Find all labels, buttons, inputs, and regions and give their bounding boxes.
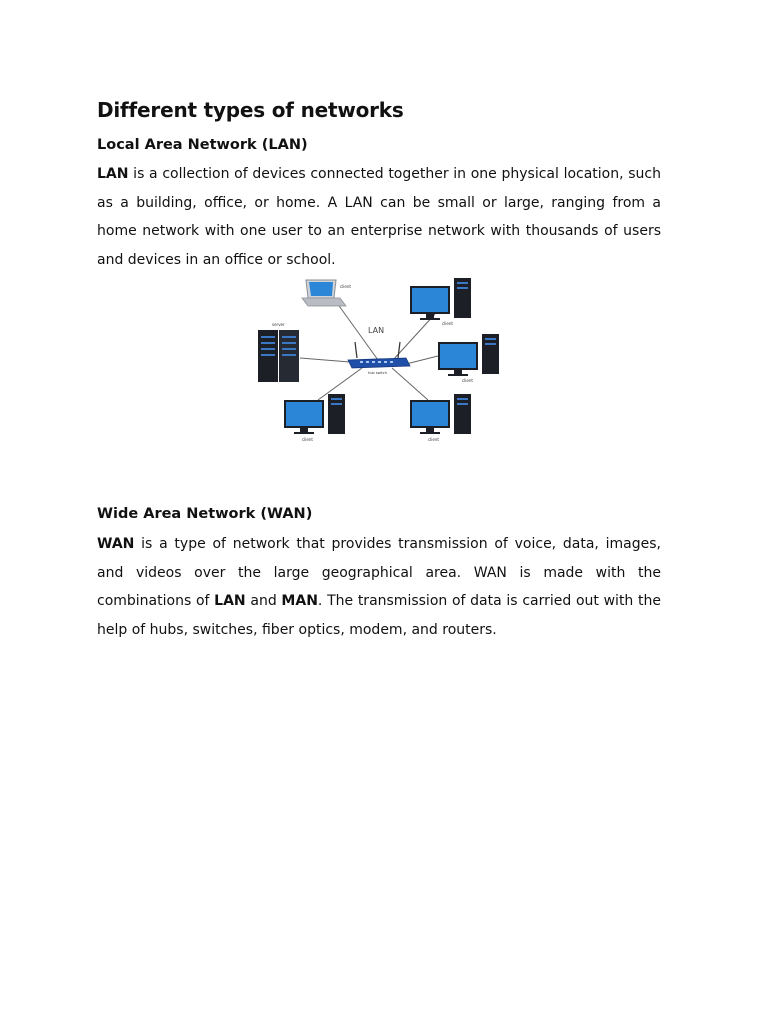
desktop-bottom-left-label: client — [302, 437, 313, 442]
wan-term-lan: LAN — [214, 593, 246, 609]
server-label: server — [272, 322, 285, 327]
wan-term-man: MAN — [281, 593, 318, 609]
lan-paragraph — [97, 160, 661, 274]
desktop-mid-right-icon — [438, 334, 499, 376]
server-icon — [258, 330, 299, 382]
switch-label: hub switch — [368, 371, 387, 375]
link-server — [300, 358, 350, 362]
wan-paragraph — [97, 530, 661, 644]
wan-body-text-3: . The transmission of data is carried out with the help of hubs, switches, fiber optics, modem, and routers. — [97, 593, 661, 638]
desktop-mid-right-label: client — [462, 378, 473, 383]
lan-heading: Local Area Network (LAN) — [97, 137, 308, 153]
desktop-bottom-left-icon — [284, 394, 345, 434]
wan-heading: Wide Area Network (WAN) — [97, 506, 313, 522]
center-label: LAN — [368, 326, 385, 335]
switch-icon — [348, 342, 410, 368]
desktop-top-right-icon — [410, 278, 471, 320]
lan-lead-term: LAN — [97, 166, 129, 182]
laptop-label: client — [340, 284, 351, 289]
page-title: Different types of networks — [97, 98, 404, 122]
wan-body-text-1: is a type of network that provides transmission of voice, data, images, and videos over the large geographical area. WAN is made with the combinations of — [97, 536, 661, 609]
desktop-top-right-label: client — [442, 321, 453, 326]
desktop-bottom-right-label: client — [428, 437, 439, 442]
desktop-bottom-right-icon — [410, 394, 471, 434]
link-top-right — [393, 314, 435, 360]
wan-body-text-2: and — [245, 593, 282, 609]
wan-lead-term: WAN — [97, 536, 135, 552]
link-bottom-right — [392, 368, 428, 400]
lan-diagram — [250, 270, 502, 446]
lan-body-text: is a collection of devices connected together in one physical location, such as a building, office, or home. A LAN can be small or large, ranging from a home network with one user to an enterprise network with thousands of users and devices in an office or school. — [97, 166, 661, 268]
link-mid-right — [406, 356, 438, 364]
